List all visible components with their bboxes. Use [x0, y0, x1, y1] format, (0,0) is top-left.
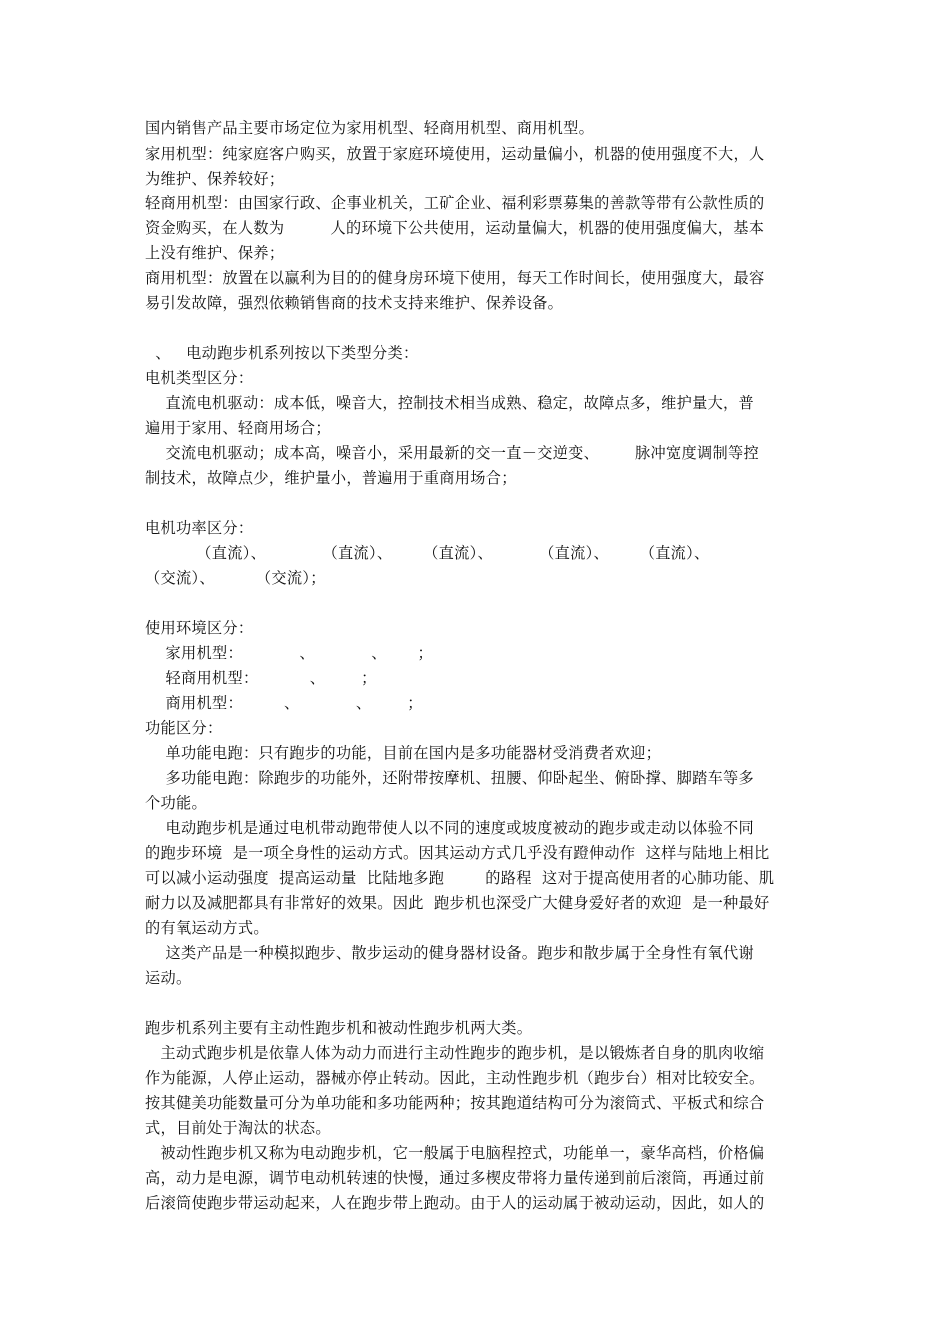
text-line: 资金购买，在人数为 人的环境下公共使用，运动量偏大，机器的使用强度偏大，基本 — [145, 219, 765, 237]
text-line: 运动。 — [145, 969, 192, 987]
text-line: 为维护、保养较好； — [145, 170, 285, 188]
section-heading: 、 电动跑步机系列按以下类型分类： — [145, 344, 419, 362]
text-line: 功能区分： — [145, 719, 223, 737]
text-line: 电动跑步机是通过电机带动跑带使人以不同的速度或坡度被动的跑步或走动以体验不同 — [145, 819, 755, 837]
text-line: 的跑步环境 是一项全身性的运动方式。因其运动方式几乎没有蹬伸动作 这样与陆地上相比 — [145, 844, 770, 862]
text-line: 遍用于家用、轻商用场合； — [145, 419, 331, 437]
text-line: （直流）、 （直流）、 （直流）、 （直流）、 （直流）、 — [145, 544, 710, 562]
text-line: 家用机型： 、 、 ； — [145, 644, 433, 662]
text-line: 这类产品是一种模拟跑步、散步运动的健身器材设备。跑步和散步属于全身性有氧代谢 — [145, 944, 755, 962]
text-line: 耐力以及减肥都具有非常好的效果。因此 跑步机也深受广大健身爱好者的欢迎 是一种最好 — [145, 894, 770, 912]
text-line: 家用机型：纯家庭客户购买，放置于家庭环境使用，运动量偏小，机器的使用强度不大，人 — [145, 145, 765, 163]
text-line: 电机类型区分： — [145, 369, 254, 387]
text-line: 国内销售产品主要市场定位为家用机型、轻商用机型、商用机型。 — [145, 119, 595, 137]
text-line: 电机功率区分： — [145, 519, 254, 537]
text-line: 主动式跑步机是依靠人体为动力而进行主动性跑步的跑步机，是以锻炼者自身的肌肉收缩 — [145, 1044, 765, 1062]
text-line: 易引发故障，强烈依赖销售商的技术支持来维护、保养设备。 — [145, 294, 564, 312]
text-line: 交流电机驱动；成本高，噪音小，采用最新的交一直－交逆变、 脉冲宽度调制等控 — [145, 444, 759, 462]
text-line: 上没有维护、保养； — [145, 244, 285, 262]
text-line: 轻商用机型：由国家行政、企事业机关，工矿企业、福利彩票募集的善款等带有公款性质的 — [145, 194, 765, 212]
text-line: 高，动力是电源，调节电动机转速的快慢，通过多楔皮带将力量传递到前后滚筒，再通过前 — [145, 1169, 765, 1187]
text-line: 直流电机驱动：成本低，噪音大，控制技术相当成熟、稳定，故障点多，维护量大，普 — [145, 394, 755, 412]
text-line: 跑步机系列主要有主动性跑步机和被动性跑步机两大类。 — [145, 1019, 533, 1037]
text-line: 式，目前处于淘汰的状态。 — [145, 1119, 331, 1137]
text-line: 制技术，故障点少，维护量小，普遍用于重商用场合； — [145, 469, 517, 487]
text-line: 的有氧运动方式。 — [145, 919, 269, 937]
text-line: 商用机型：放置在以赢利为目的的健身房环境下使用，每天工作时间长，使用强度大，最容 — [145, 269, 765, 287]
text-line: 单功能电跑：只有跑步的功能，目前在国内是多功能器材受消费者欢迎； — [145, 744, 662, 762]
text-line: 商用机型： 、 、 ； — [145, 694, 423, 712]
text-line: （交流）、 （交流）； — [145, 569, 326, 587]
text-line: 轻商用机型： 、 ； — [145, 669, 377, 687]
text-line: 可以减小运动强度 提高运动量 比陆地多跑 的路程 这对于提高使用者的心肺功能、肌 — [145, 869, 775, 887]
text-line: 作为能源，人停止运动，器械亦停止转动。因此，主动性跑步机（跑步台）相对比较安全。 — [145, 1069, 765, 1087]
text-line: 使用环境区分： — [145, 619, 254, 637]
text-line: 被动性跑步机又称为电动跑步机，它一般属于电脑程控式，功能单一，豪华高档，价格偏 — [145, 1144, 765, 1162]
text-line: 按其健美功能数量可分为单功能和多功能两种；按其跑道结构可分为滚筒式、平板式和综合 — [145, 1094, 765, 1112]
text-line: 后滚筒使跑步带运动起来，人在跑步带上跑动。由于人的运动属于被动运动，因此，如人的 — [145, 1194, 765, 1212]
text-line: 个功能。 — [145, 794, 207, 812]
text-line: 多功能电跑：除跑步的功能外，还附带按摩机、扭腰、仰卧起坐、俯卧撑、脚踏车等多 — [145, 769, 755, 787]
